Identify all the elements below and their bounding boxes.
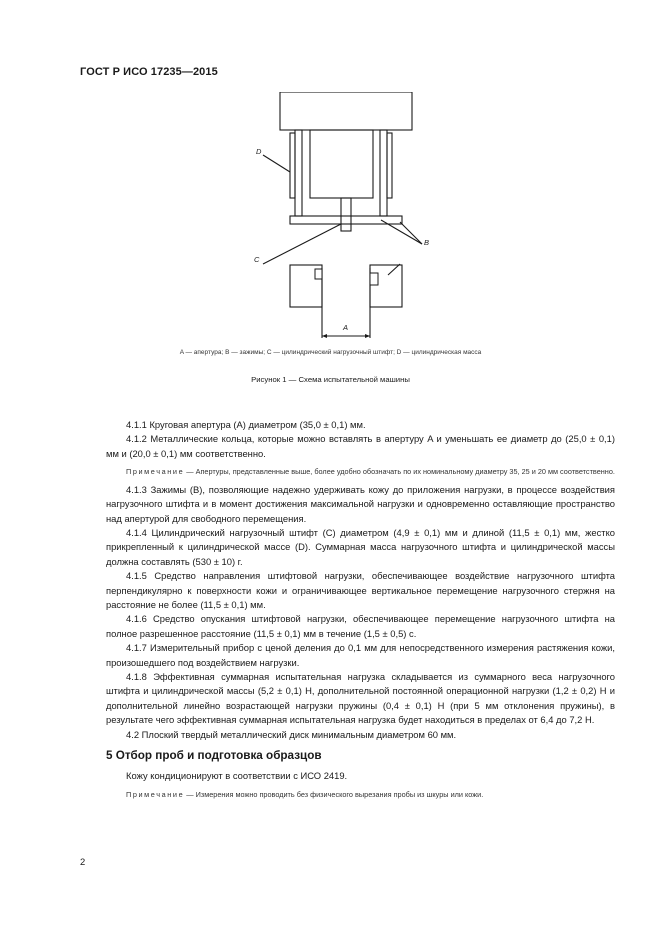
note-text: — Апертуры, представленные выше, более удобно обозначать по их номинальному диаметру 35, 25 и 20 мм соответственно. [184, 467, 615, 477]
note-apertures [106, 466, 615, 478]
note-sampling [106, 789, 615, 801]
clamp-right [370, 265, 402, 307]
label-b: B [424, 238, 430, 247]
paragraph-4-1-7: 4.1.7 Измерительный прибор с ценой деления до 0,1 мм для непосредственного измерения растяжения кожи, произошедшего под воздействием нагрузки. [106, 642, 615, 668]
note-label: Примечание [126, 789, 185, 799]
side-bar-right [387, 133, 392, 198]
paragraph-4-1-1: 4.1.1 Круговая апертура (A) диаметром (35,0 ± 0,1) мм. [126, 419, 366, 430]
paragraph-4-2: 4.2 Плоский твердый металлический диск минимальным диаметром 60 мм. [126, 728, 457, 740]
document-body [106, 418, 615, 805]
leader-b3 [388, 264, 400, 275]
note-text: — Измерения можно проводить без физического вырезания пробы из шкуры или кожи. [184, 789, 484, 799]
side-bar-left [290, 133, 295, 198]
section-5-heading: 5 Отбор проб и подготовка образцов [106, 749, 322, 763]
paragraph-4-1-2: 4.1.2 Металлические кольца, которые можно вставлять в апертуру A и уменьшать ее диаметр до (25,0 ± 0,1) мм и (20,0 ± 0,1) мм соответственно. [106, 433, 615, 459]
clamp-right-notch [370, 273, 378, 285]
label-d: D [256, 147, 262, 156]
label-a: A [343, 323, 349, 332]
section-5-text: Кожу кондиционируют в соответствии с ИСО 2419. [126, 770, 348, 782]
guide-rod-right [380, 130, 387, 216]
top-plate [280, 92, 412, 130]
document-header: ГОСТ Р ИСО 17235—2015 [80, 66, 218, 78]
note-label: Примечание [126, 467, 185, 477]
load-pin [341, 198, 351, 231]
clamp-left-notch [315, 269, 322, 279]
leader-c [263, 224, 341, 264]
paragraph-4-1-8: 4.1.8 Эффективная суммарная испытательная нагрузка складывается из суммарного веса нагрузочного штифта и цилиндрической массы (5,2 ± 0,1) Н, дополнительной постоянной операционной нагрузки (1,2 ± 0,2) Н и дополнительной линейно возрастающей нагрузки пружины (0,4 ± 0,1) Н (при 5 мм отклонения пружины), в результате чего эффективная суммарная испытательная нагрузка будет находиться в пределах от 6,4 до 7,2 Н. [106, 671, 615, 726]
page-number: 2 [80, 856, 86, 867]
dimension-arrow-right [365, 334, 370, 338]
paragraph-4-1-5: 4.1.5 Средство направления штифтовой нагрузки, обеспечивающее воздействие нагрузочного штифта перпендикулярно к поверхности кожи и ограничивающее вертикальное перемещение нагрузочного стержня на расстояние не более (11,5 ± 0,1) мм. [106, 570, 615, 610]
leader-d [263, 155, 290, 172]
test-machine-figure [250, 92, 430, 344]
dimension-arrow-left [322, 334, 327, 338]
paragraph-4-1-3: 4.1.3 Зажимы (B), позволяющие надежно удерживать кожу до приложения нагрузки, в процессе воздействия нагрузочного штифта и в момент достижения максимальной нагрузки и одновременно оставляющие пространство над апертурой для свободного перемещения. [106, 483, 615, 524]
cylindrical-mass [310, 130, 373, 198]
test-machine-diagram [250, 92, 430, 344]
figure-caption: Рисунок 1 — Схема испытательной машины [251, 375, 410, 384]
paragraph-4-1-4: 4.1.4 Цилиндрический нагрузочный штифт (C) диаметром (4,9 ± 0,1) мм и длиной (11,5 ± 0,1) мм, жестко прикрепленный к цилиндрической массе (D). Суммарная масса нагрузочного штифта и цилиндрической массы должна составлять (530 ± 10) г. [106, 526, 615, 567]
paragraph-4-1-6: 4.1.6 Средство опускания штифтовой нагрузки, обеспечивающее перемещение нагрузочного штифта на полное разрешенное расстояние (11,5 ± 0,1) мм в течение (1,5 ± 0,5) с. [106, 613, 615, 639]
guide-rod-left [295, 130, 302, 216]
label-c: C [254, 255, 260, 264]
figure-legend: A — апертура; B — зажимы; C — цилиндрический нагрузочный штифт; D — цилиндрическая масса [179, 349, 482, 356]
